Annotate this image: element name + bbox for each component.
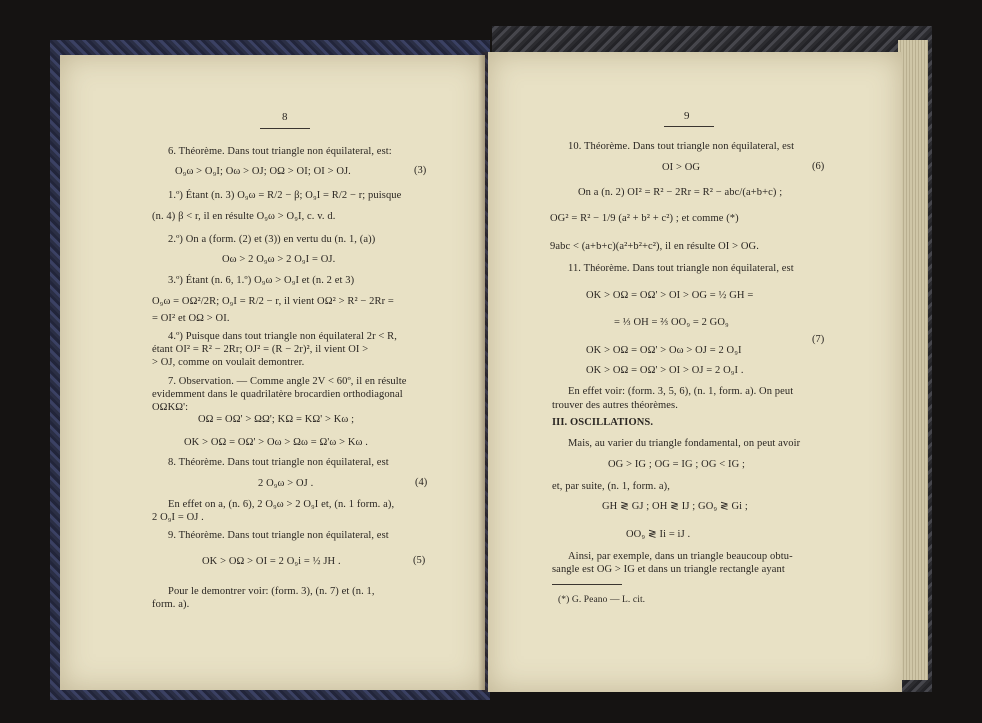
text-line: 3.º) Étant (n. 6, 1.º) O₉ω > O₉I et (n. 2 et 3) [168,275,355,286]
text-line: (n. 4) β < r, il en résulte O₉ω > O₉I, c. v. d. [152,211,336,222]
theorem-6-heading: 6. Théorème. Dans tout triangle non équilateral, est: [168,146,392,157]
text-line: En effet voir: (form. 3, 5, 6), (n. 1, form. a). On peut [568,386,794,397]
formula-line: OK > OΩ = OΩ' > OI > OJ = 2 O₉I . [586,365,744,376]
page-edges [898,40,928,680]
formula-line: OK > OΩ = OΩ' > Oω > Ωω = Ω'ω > Kω . [184,437,369,448]
formula-line: Oω > 2 O₉ω > 2 O₉I = OJ. [222,254,336,265]
text-line: En effet on a, (n. 6), 2 O₉ω > 2 O₉I et, (n. 1 form. a), [168,499,395,510]
formula-line: OK > OΩ > OI = 2 O₉i = ½ JH . [202,556,341,567]
text-line: O₉ω = OΩ²/2R; O₉I = R/2 − r, il vient OΩ² > R² − 2Rr = [152,296,394,307]
text-line: 2 O₉I = OJ . [152,512,204,523]
text-line: 9abc < (a+b+c)(a²+b²+c²), il en résulte OI > OG. [550,241,759,252]
formula-line: OK > OΩ = OΩ' > OI > OG = ½ GH = [586,290,754,301]
text-line: > OJ, comme on voulait demontrer. [152,357,305,368]
right-page [488,52,902,692]
text-line: 4.º) Puisque dans tout triangle non équilateral 2r < R, [168,331,398,342]
page-number-rule [664,126,714,127]
text-line: evidemment dans le quadrilatère brocardien orthodiagonal [152,389,403,400]
text-line: = OI² et OΩ > OI. [152,313,230,324]
footnote-rule [552,584,622,585]
footnote: (*) G. Peano — L. cit. [558,595,646,605]
text-line: sangle est OG > IG et dans un triangle rectangle ayant [552,564,785,575]
equation-number: (4) [415,477,428,488]
page-number-rule [260,128,310,129]
theorem-10-heading: 10. Théorème. Dans tout triangle non équilateral, est [568,141,795,152]
equation-number: (6) [812,161,825,172]
formula-line: OG > IG ; OG = IG ; OG < IG ; [608,459,746,470]
formula-line: OK > OΩ = OΩ' > Oω > OJ = 2 O₉I [586,345,742,356]
left-page [60,55,485,690]
theorem-9-heading: 9. Théorème. Dans tout triangle non équilateral, est [168,530,389,541]
text-line: form. a). [152,599,190,610]
section-heading: III. OSCILLATIONS. [552,417,654,428]
page-number: 8 [282,111,288,123]
text-line: 2.º) On a (form. (2) et (3)) en vertu du (n. 1, (a)) [168,234,376,245]
text-line: OΩKΩ': [152,402,189,413]
text-line: 1.º) Étant (n. 3) O₉ω = R/2 − β; O₉I = R/2 − r; puisque [168,190,402,201]
formula-line: = ⅓ OH = ⅔ OO₉ = 2 GO₉ [614,317,729,328]
theorem-11-heading: 11. Théorème. Dans tout triangle non équilateral, est [568,263,794,274]
text-line: et, par suite, (n. 1, form. a), [552,481,670,492]
equation-number: (7) [812,334,825,345]
text-line: étant OI² = R² − 2Rr; OJ² = (R − 2r)², il vient OI > [152,344,369,355]
text-line: trouver des autres théorèmes. [552,400,678,411]
formula-line: 2 O₉ω > OJ . [258,478,314,489]
text-line: Pour le demontrer voir: (form. 3), (n. 7) et (n. 1, [168,586,375,597]
formula-line: GH ≷ GJ ; OH ≷ IJ ; GO₉ ≷ Gi ; [602,501,748,512]
observation-7-heading: 7. Observation. — Comme angle 2V < 60º, il en résulte [168,376,407,387]
equation-number: (5) [413,555,426,566]
text-line: OG² = R² − 1/9 (a² + b² + c²) ; et comme (*) [550,213,739,224]
formula-line: OO₉ ≷ Ii = iJ . [626,529,691,540]
text-line: On a (n. 2) OI² = R² − 2Rr = R² − abc/(a+b+c) ; [578,187,783,198]
equation-number: (3) [414,165,427,176]
formula-line: O₉ω > O₉I; Oω > OJ; OΩ > OI; OI > OJ. [175,166,351,177]
formula-line: OI > OG [662,162,701,173]
theorem-8-heading: 8. Théorème. Dans tout triangle non équilateral, est [168,457,389,468]
text-line: Ainsi, par exemple, dans un triangle beaucoup obtu- [568,551,793,562]
page-number: 9 [684,110,690,122]
text-line: Mais, au varier du triangle fondamental, on peut avoir [568,438,801,449]
formula-line: OΩ = OΩ' > ΩΩ'; KΩ = KΩ' > Kω ; [198,414,355,425]
